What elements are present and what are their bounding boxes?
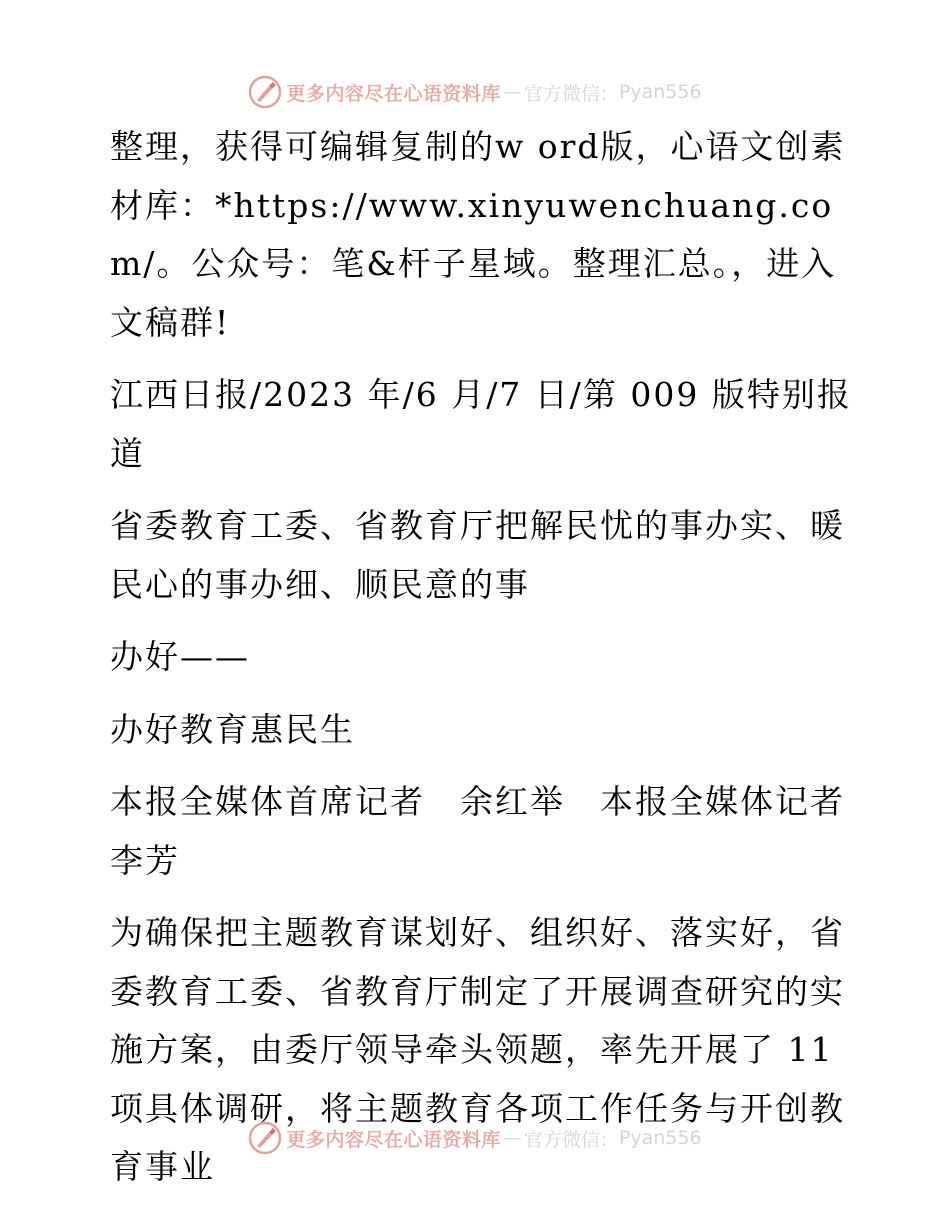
- watermark-brand: 更多内容尽在心语资料库: [286, 82, 501, 105]
- watermark-wechat-label: 官方微信：: [523, 1128, 619, 1151]
- pen-logo-icon: [248, 1121, 282, 1155]
- intro-paragraph: 整理，获得可编辑复制的w ord版，心语文创素材库：*https://www.xinyuwenchuang.com/。公众号：笔&杆子星域。整理汇总。，进入文稿群!: [110, 127, 846, 342]
- watermark-separator: —: [502, 81, 522, 103]
- watermark-brand: 更多内容尽在心语资料库: [286, 1128, 501, 1151]
- watermark-wechat-id: Pyan556: [618, 81, 702, 103]
- source-line: 江西日报/2023 年/6 月/7 日/第 009 版特别报道: [110, 375, 852, 473]
- subheadline: 办好教育惠民生: [110, 709, 355, 749]
- document-body: [98, 118, 858, 1211]
- body-paragraph: 为确保把主题教育谋划好、组织好、落实好，省委教育工委、省教育厅制定了开展调查研究的实施方案，由委厅领导牵头领题，率先开展了 11 项具体调研，将主题教育各项工作任务与开创教育事业: [110, 913, 845, 1186]
- headline: 省委教育工委、省教育厅把解民忧的事办实、暖民心的事办细、顺民意的事: [110, 506, 845, 604]
- watermark-separator: —: [502, 1127, 522, 1149]
- byline: 本报全媒体首席记者 余红举 本报全媒体记者李芳: [110, 782, 845, 880]
- watermark-wechat-label: 官方微信：: [523, 82, 619, 105]
- watermark-wechat-id: Pyan556: [618, 1127, 702, 1149]
- header-watermark: [0, 70, 950, 114]
- footer-watermark: [0, 1116, 950, 1160]
- headline-continuation: 办好——: [110, 637, 250, 676]
- pen-logo-icon: [248, 75, 282, 109]
